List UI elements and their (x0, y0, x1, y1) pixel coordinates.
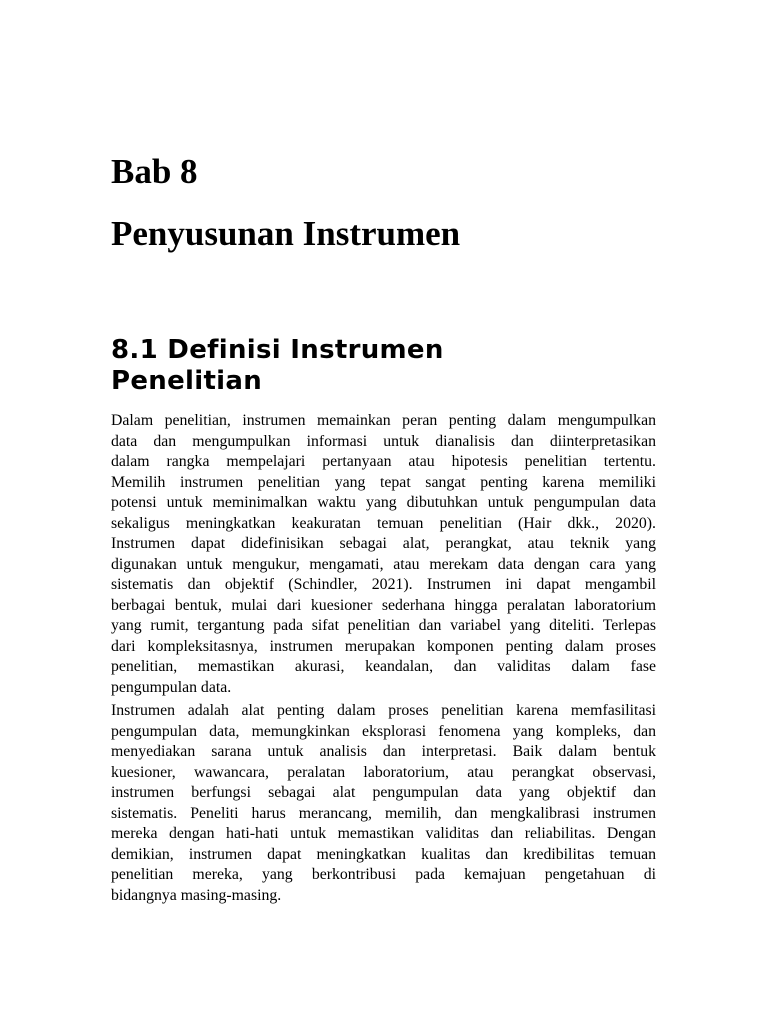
paragraph-line: sistematis. Peneliti harus merancang, memilih, dan mengkalibrasi instrumen (111, 804, 656, 822)
paragraph-line: menyediakan sarana untuk analisis dan interpretasi. Baik dalam bentuk (111, 743, 656, 760)
chapter-number: Bab 8 (111, 152, 198, 191)
chapter-title: Penyusunan Instrumen (111, 214, 461, 253)
paragraph-line: sistematis dan objektif (Schindler, 2021). Instrumen ini dapat mengambil (111, 576, 656, 593)
paragraph-line: dalam rangka mempelajari pertanyaan atau hipotesis penelitian tertentu. (111, 453, 656, 470)
section-heading (111, 335, 551, 397)
paragraph-line: pengumpulan data, memungkinkan eksplorasi fenomena yang kompleks, dan (111, 722, 656, 740)
paragraph-line: Memilih instrumen penelitian yang tepat sangat penting karena memiliki (111, 473, 656, 491)
paragraph-line: Dalam penelitian, instrumen memainkan peran penting dalam mengumpulkan (111, 412, 656, 429)
paragraph-line: Instrumen dapat didefinisikan sebagai alat, perangkat, atau teknik yang (111, 535, 656, 552)
paragraph-line: digunakan untuk mengukur, mengamati, atau merekam data dengan cara yang (111, 555, 656, 573)
paragraph-line: kuesioner, wawancara, peralatan laboratorium, atau perangkat observasi, (111, 763, 656, 781)
paragraph-line: pengumpulan data. (111, 678, 232, 696)
paragraph-line: berbagai bentuk, mulai dari kuesioner sederhana hingga peralatan laboratorium (111, 596, 656, 614)
paragraph-line: data dan mengumpulkan informasi untuk dianalisis dan diinterpretasikan (111, 432, 656, 450)
paragraph-line: yang rumit, tergantung pada sifat penelitian dan variabel yang diteliti. Terlepas (111, 617, 656, 634)
paragraph-line: mereka dengan hati-hati untuk memastikan validitas dan reliabilitas. Dengan (111, 825, 656, 842)
paragraph-line: demikian, instrumen dapat meningkatkan kualitas dan kredibilitas temuan (111, 845, 656, 863)
paragraph-line: bidangnya masing-masing. (111, 886, 282, 904)
paragraph-2 (111, 701, 656, 906)
paragraph-line: penelitian mereka, yang berkontribusi pada kemajuan pengetahuan di (111, 866, 656, 883)
paragraph-line: dari kompleksitasnya, instrumen merupakan komponen penting dalam proses (111, 637, 656, 655)
paragraph-line: sekaligus meningkatkan keakuratan temuan penelitian (Hair dkk., 2020). (111, 514, 656, 532)
paragraph-line: potensi untuk meminimalkan waktu yang dibutuhkan untuk pengumpulan data (111, 494, 656, 511)
paragraph-1 (111, 411, 656, 698)
section-heading-line-2: Penelitian (111, 366, 263, 396)
paragraph-line: Instrumen adalah alat penting dalam proses penelitian karena memfasilitasi (111, 702, 656, 719)
paragraph-line: penelitian, memastikan akurasi, keandalan, dan validitas dalam fase (111, 658, 656, 675)
paragraph-line: instrumen berfungsi sebagai alat pengumpulan data yang objektif dan (111, 784, 656, 801)
section-heading-line-1: 8.1 Definisi Instrumen (111, 335, 444, 365)
